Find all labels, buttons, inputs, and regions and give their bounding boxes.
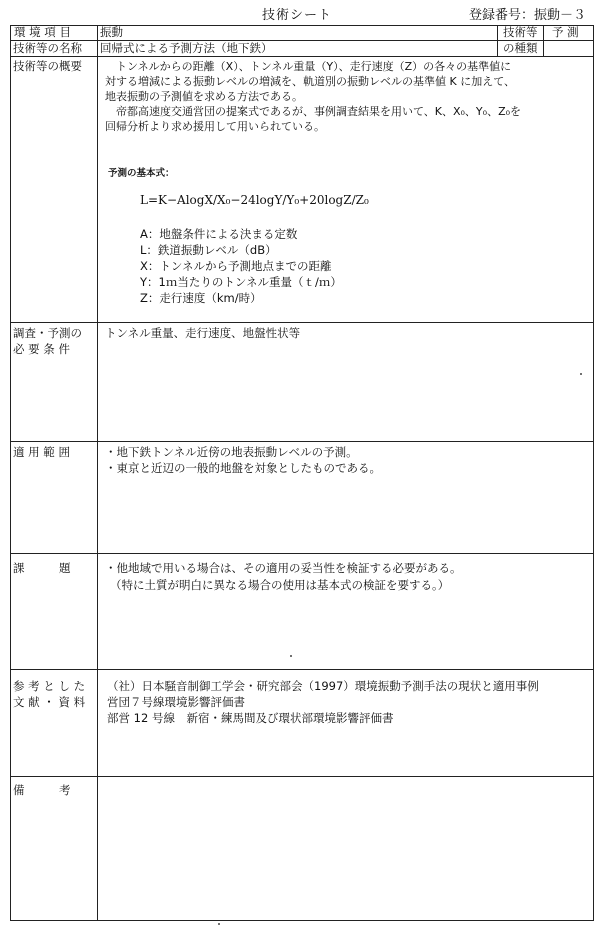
- tech-type-value: 予 測: [552, 25, 579, 39]
- label-column-divider: [97, 26, 98, 920]
- scan-speck: [290, 655, 292, 657]
- scope-line: ・東京と近辺の一般的地盤を対象としたものである。: [105, 461, 381, 475]
- legend-item: A：地盤条件による決まる定数: [140, 227, 298, 241]
- reference-line: （社）日本騒音制御工学会・研究部会（1997）環境振動予測手法の現状と適用事例: [107, 679, 539, 693]
- scan-speck: [218, 923, 220, 925]
- legend-item: L：鉄道振動レベル（dB）: [140, 243, 277, 257]
- overview-label: 技術等の概要: [13, 59, 82, 73]
- env-item-label: 環 境 項 目: [14, 25, 71, 39]
- formula: L=K−AlogX/X₀−24logY/Y₀+20logZ/Z₀: [140, 193, 369, 207]
- requirements-text: トンネル重量、走行速度、地盤性状等: [105, 326, 301, 340]
- formula-legend: [140, 226, 342, 306]
- reference-line: 部営 12 号線 新宿・練馬間及び環状部環境影響評価書: [107, 711, 394, 725]
- scope-label: 適 用 範 囲: [13, 445, 70, 459]
- issues-line: ・他地域で用いる場合は、その適用の妥当性を検証する必要がある。: [105, 561, 462, 575]
- tech-type-label-2: の種類: [503, 41, 538, 55]
- requirements-label-2: 必 要 条 件: [13, 342, 70, 356]
- scan-speck: [580, 373, 582, 375]
- scope-line: ・地下鉄トンネル近傍の地表振動レベルの予測。: [105, 445, 358, 459]
- legend-item: Y：1ｍ当たりのトンネル重量（ｔ/ｍ）: [140, 275, 342, 289]
- env-item-value: 振動: [100, 25, 123, 39]
- type-column-divider: [497, 26, 498, 56]
- row-divider: [11, 441, 593, 442]
- legend-item: X：トンネルから予測地点までの距離: [140, 259, 332, 273]
- document-title: 技術シート: [262, 8, 333, 23]
- references-label-2: 文 献 ・ 資 料: [13, 695, 86, 709]
- tech-type-label-1: 技術等: [503, 25, 538, 39]
- tech-name-value: 回帰式による予測方法（地下鉄）: [100, 41, 273, 55]
- requirements-label-1: 調査・予測の: [13, 326, 82, 340]
- overview-text: [105, 59, 590, 134]
- overview-line: 対する増減による振動レベルの増減を、軌道別の振動レベルの基準値 K に加えて、: [105, 75, 515, 88]
- references-label-1: 参 考 と し た: [13, 679, 86, 693]
- issues-label: 課 題: [13, 561, 71, 575]
- tech-name-label: 技術等の名称: [13, 41, 82, 55]
- row-divider: [11, 322, 593, 323]
- registration-number: 登録番号：振動－３: [468, 8, 586, 23]
- issues-line: （特に土質が明白に異なる場合の使用は基本式の検証を要する。）: [110, 578, 450, 592]
- row-divider: [11, 56, 593, 57]
- formula-title: 予測の基本式：: [108, 168, 175, 179]
- row-divider: [11, 669, 593, 670]
- overview-line: 地表振動の予測値を求める方法である。: [105, 90, 303, 103]
- reference-line: 営団７号線環境影響評価書: [107, 695, 245, 709]
- type-value-divider: [543, 26, 544, 56]
- row-divider: [11, 776, 593, 777]
- overview-line: 帝都高速度交通営団の提案式であるが、事例調査結果を用いて、K、X₀、Y₀、Z₀を: [116, 105, 522, 118]
- overview-line: トンネルからの距離（X）、トンネル重量（Y）、走行速度（Z）の各々の基準値に: [116, 60, 512, 73]
- remarks-label: 備 考: [13, 783, 71, 797]
- overview-line: 回帰分析より求め援用して用いられている。: [105, 120, 325, 133]
- legend-item: Z：走行速度（km/時）: [140, 291, 262, 305]
- row-divider: [11, 553, 593, 554]
